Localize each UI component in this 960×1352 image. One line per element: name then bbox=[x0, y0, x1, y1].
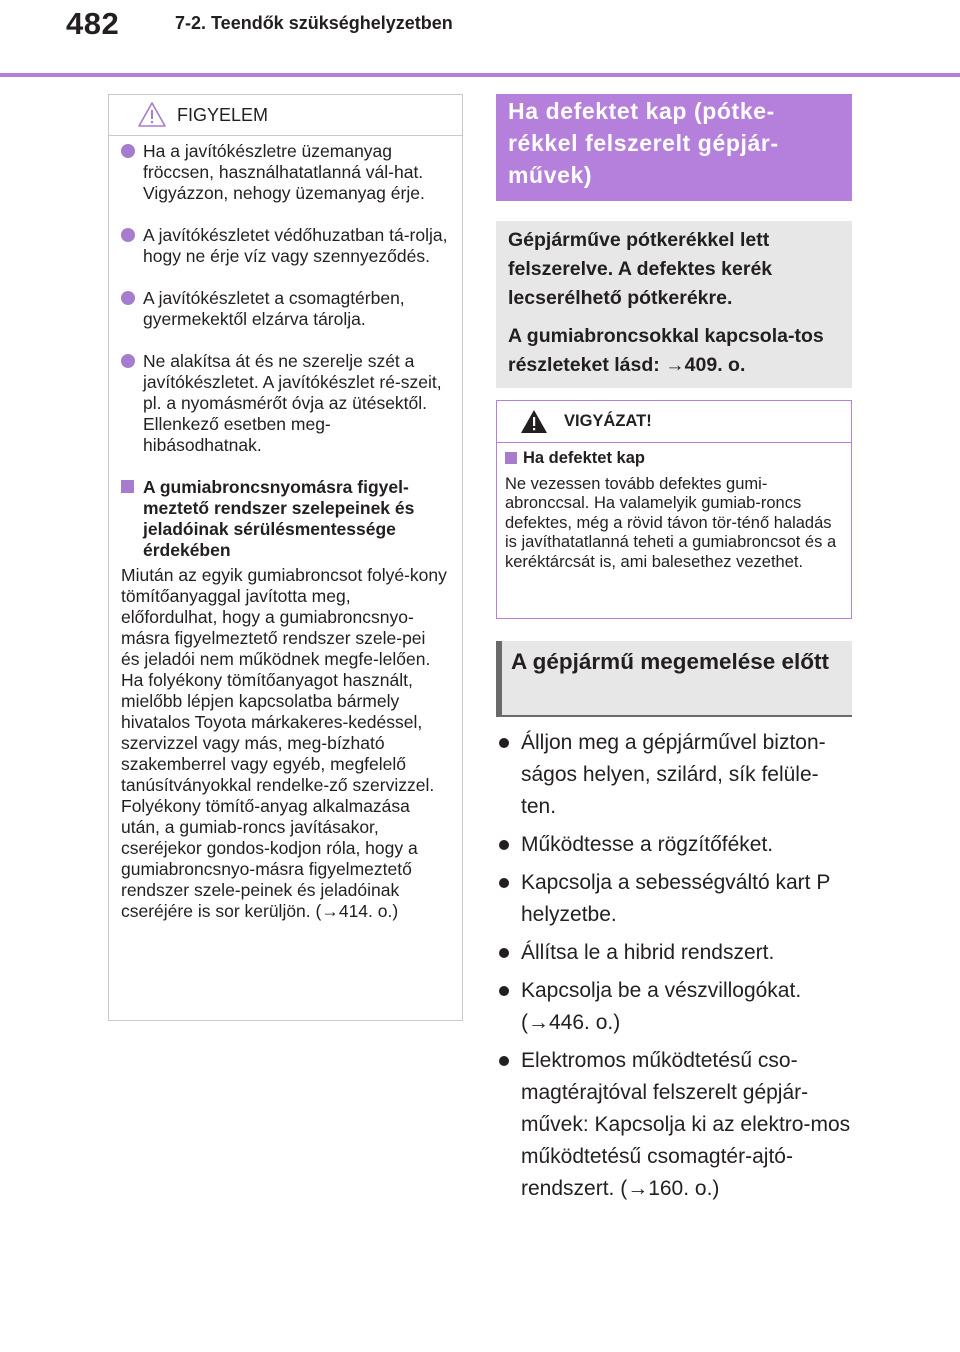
notice-box bbox=[108, 94, 463, 1021]
bullet-dot-icon bbox=[499, 1056, 509, 1066]
caution-header bbox=[497, 401, 851, 443]
section-title: 7-2. Teendők szükséghelyzetben bbox=[175, 13, 453, 33]
bullet-dot-icon bbox=[499, 878, 509, 888]
square-bullet-icon bbox=[505, 452, 517, 464]
caution-subheading-text: Ha defektet kap bbox=[523, 449, 645, 467]
notice-bullet bbox=[121, 288, 448, 330]
bullet-dot-icon bbox=[499, 738, 509, 748]
notice-bullet bbox=[121, 225, 448, 267]
step-text: Működtesse a rögzítőféket. bbox=[521, 833, 774, 856]
bullet-dot-icon bbox=[499, 948, 509, 958]
sub-heading: A gépjármű megemelése előtt bbox=[496, 641, 852, 717]
step-text: Kapcsolja be a vészvillogókat. (→446. o.) bbox=[521, 979, 802, 1034]
notice-bullet bbox=[121, 351, 448, 456]
step-text: Elektromos működtetésű cso-magtérajtóval felszerelt gépjár-művek: Kapcsolja ki az elektro-mos működtetésű csomagtér-ajtó-rendszert. (→160. o.) bbox=[521, 1049, 851, 1200]
intro-reference: A gumiabroncsokkal kapcsola-tos részleteket lásd: →409. o. bbox=[508, 325, 824, 376]
notice-bullet-text: Ha a javítókészletre üzemanyag fröccsen, használhatatlanná vál-hat. Vigyázzon, nehogy üzemanyag érje. bbox=[143, 141, 425, 203]
bullet-dot-icon bbox=[121, 228, 135, 242]
bullet-dot-icon bbox=[121, 144, 135, 158]
list-item bbox=[496, 975, 852, 1039]
notice-subheading-text: A gumiabroncsnyomásra figyel-meztető rendszer szelepeinek és jeladóinak sérülésmentessége érdekében bbox=[143, 477, 415, 560]
notice-bullet-text: A javítókészletet védőhuzatban tá-rolja, hogy ne érje víz vagy szennyeződés. bbox=[143, 225, 448, 266]
notice-body bbox=[109, 136, 462, 922]
step-text: Álljon meg a gépjárművel bizton-ságos helyen, szilárd, sík felüle-ten. bbox=[521, 731, 826, 818]
caution-title: VIGYÁZAT! bbox=[564, 412, 652, 430]
intro-box bbox=[496, 221, 852, 388]
steps-list bbox=[496, 727, 852, 1211]
notice-bullet bbox=[121, 141, 448, 204]
list-item bbox=[496, 937, 852, 969]
bullet-dot-icon bbox=[121, 291, 135, 305]
caution-triangle-icon bbox=[519, 408, 549, 440]
notice-subheading bbox=[121, 477, 448, 561]
warning-triangle-icon bbox=[137, 101, 167, 133]
square-bullet-icon bbox=[121, 480, 134, 493]
notice-title: FIGYELEM bbox=[177, 105, 269, 125]
bullet-dot-icon bbox=[121, 354, 135, 368]
caution-box bbox=[496, 400, 852, 619]
step-text: Állítsa le a hibrid rendszert. bbox=[521, 941, 775, 964]
list-item bbox=[496, 829, 852, 861]
list-item bbox=[496, 727, 852, 823]
page-number: 482 bbox=[66, 6, 120, 41]
notice-paragraph: Miután az egyik gumiabroncsot folyé-kony tömítőanyaggal javította meg, előfordulhat, hogy a gumiabroncsnyo-másra figyelmeztető rendszer szele-pei és jeladói nem működnek megfe-lelően. Ha folyékony tömítőanyagot használt, mielőbb lépjen kapcsolatba bármely hivatalos Toyota márkakeres-kedéssel, szervizzel vagy más, meg-bízható szakemberrel vagy egyéb, megfelelő tanúsítványokkal rendelke-ző szervizzel. Folyékony tömítő-anyag alkalmazása után, a gumiab-roncs javításakor, cseréjekor gondos-kodjon róla, hogy a gumiabroncsnyo-másra figyelmeztető rendszer szele-peinek és jeladóinak cseréjére is sor kerüljön. (→414. o.) bbox=[121, 565, 447, 921]
caution-body bbox=[497, 443, 851, 572]
notice-bullet-text: A javítókészletet a csomagtérben, gyermekektől elzárva tárolja. bbox=[143, 288, 405, 329]
bullet-dot-icon bbox=[499, 840, 509, 850]
list-item bbox=[496, 1045, 852, 1205]
main-heading: Ha defektet kap (pótke-rékkel felszerelt gépjár-művek) bbox=[496, 94, 852, 201]
header-rule bbox=[0, 73, 960, 77]
step-text: Kapcsolja a sebességváltó kart P helyzetbe. bbox=[521, 871, 830, 926]
notice-bullet-text: Ne alakítsa át és ne szerelje szét a javítókészletet. A javítókészlet ré-szeit, pl. a nyomásmérőt óvja az ütésektől. Ellenkező esetben meg-hibásodhatnak. bbox=[143, 351, 442, 455]
notice-header bbox=[109, 95, 462, 136]
caution-subheading bbox=[505, 449, 841, 469]
caution-text: Ne vezessen tovább defektes gumi-abronccsal. Ha valamelyik gumiab-roncs defektes, még a rövid távon tör-ténő haladás is javíthatatlanná teheti a gumiabroncsot és a keréktárcsát is, ami balesethez vezethet. bbox=[505, 474, 837, 571]
bullet-dot-icon bbox=[499, 986, 509, 996]
intro-text: Gépjárműve pótkerékkel lett felszerelve. A defektes kerék lecserélhető pótkerékre. bbox=[508, 229, 773, 309]
list-item bbox=[496, 867, 852, 931]
